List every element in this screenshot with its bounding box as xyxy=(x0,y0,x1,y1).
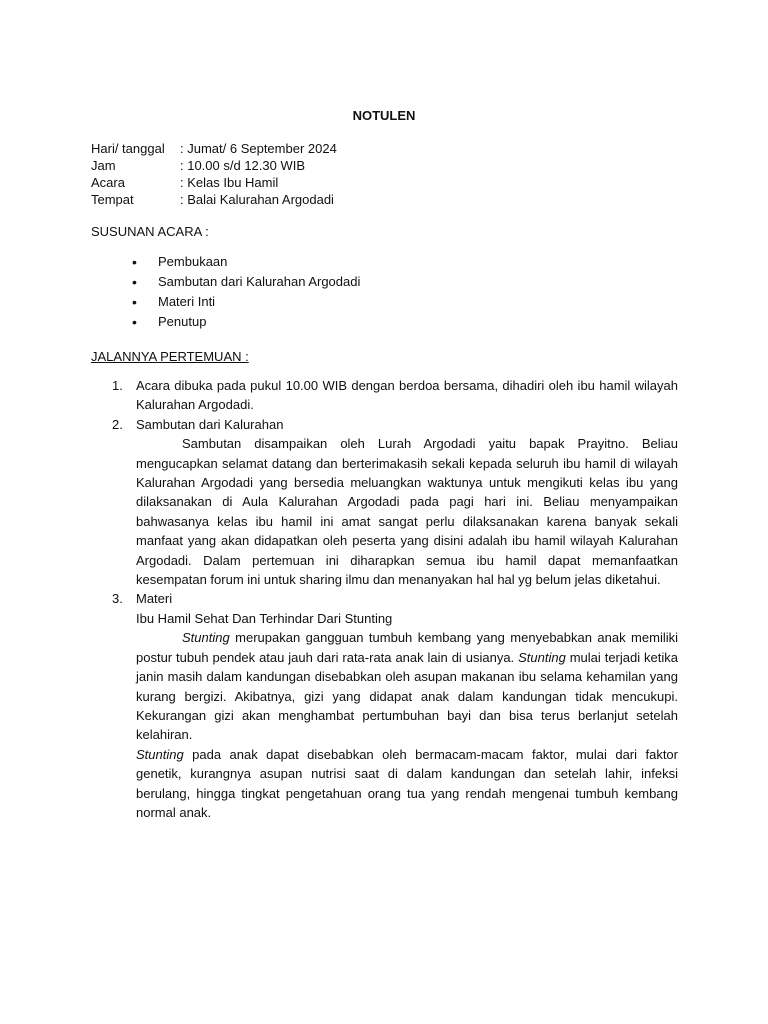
agenda-item-label: Penutup xyxy=(158,314,207,329)
step-number: 3. xyxy=(112,591,123,607)
list-item xyxy=(132,252,360,272)
info-row-date xyxy=(91,140,491,157)
info-row-place xyxy=(91,191,491,208)
meeting-info xyxy=(91,140,491,208)
welcome-speech-paragraph: Sambutan disampaikan oleh Lurah Argodadi yaitu bapak Prayitno. Beliau mengucapkan selamat datang dan berterimakasih sekali kepada seluruh ibu hamil di wilayah Kalurahan Argodadi yang bersedia meluangkan waktunya untuk mengikuti kelas ibu yang dilaksanakan di Aula Kalurahan Argodadi pada pagi hari ini. Beliau menyampaikan bahwasanya kelas ibu hamil ini amat sangat perlu dilaksanakan karena banyak sekali manfaat yang akan didapatkan oleh peserta yang disini adalah ibu hamil wilayah Kalurahan Argodadi. Dalam pertemuan ini diharapkan semua ibu hamil dapat memanfaatkan kesempatan forum ini untuk sharing ilmu dan menanyakan hal hal yg belum jelas diketahui. xyxy=(136,436,678,588)
step-title: Materi xyxy=(136,591,173,607)
info-value: : Jumat/ 6 September 2024 xyxy=(180,141,337,156)
proceedings-heading: JALANNYA PERTEMUAN : xyxy=(91,349,249,364)
agenda-heading: SUSUNAN ACARA : xyxy=(91,224,209,239)
proceedings-list xyxy=(112,376,678,822)
paragraph-text: merupakan gangguan tumbuh kembang yang menyebabkan anak memiliki postur tubuh pendek atau jauh dari rata-rata anak lain di usianya. xyxy=(136,630,678,665)
list-item xyxy=(132,312,360,332)
bullet-icon: • xyxy=(132,274,137,290)
info-label: Hari/ tanggal xyxy=(91,141,165,156)
step-number: 1. xyxy=(112,378,123,393)
info-row-event xyxy=(91,174,491,191)
bullet-icon: • xyxy=(132,294,137,310)
proceedings-step-2 xyxy=(112,415,678,590)
info-value: : 10.00 s/d 12.30 WIB xyxy=(180,158,306,173)
step-number: 2. xyxy=(112,416,123,432)
info-row-time xyxy=(91,157,491,174)
step-title: Sambutan dari Kalurahan xyxy=(136,416,284,432)
info-label: Jam xyxy=(91,158,116,173)
proceedings-step-1 xyxy=(112,376,678,415)
agenda-list xyxy=(132,252,360,332)
stunting-term: Stunting xyxy=(136,746,184,762)
material-subtitle: Ibu Hamil Sehat Dan Terhindar Dari Stunting xyxy=(136,610,393,626)
stunting-paragraph-2 xyxy=(136,745,678,823)
info-value: : Balai Kalurahan Argodadi xyxy=(180,192,334,207)
agenda-item-label: Sambutan dari Kalurahan Argodadi xyxy=(158,274,361,289)
stunting-paragraph-1 xyxy=(136,628,678,744)
paragraph-text: mulai terjadi ketika janin masih dalam kandungan disebabkan oleh asupan makanan ibu selama kehamilan yang kurang bergizi. Akibatnya, gizi yang didapat anak dalam kandungan tidak mencukupi. Kekurangan gizi akan menghambat pertumbuhan bayi dan bisa terus berlanjut setelah kelahiran. xyxy=(136,649,678,743)
bullet-icon: • xyxy=(132,254,137,270)
info-label: Tempat xyxy=(91,192,134,207)
step-text: Acara dibuka pada pukul 10.00 WIB dengan berdoa bersama, dihadiri oleh ibu hamil wilayah Kalurahan Argodadi. xyxy=(136,378,678,413)
stunting-term: Stunting xyxy=(518,649,566,665)
info-label: Acara xyxy=(91,175,125,190)
bullet-icon: • xyxy=(132,314,137,330)
proceedings-step-3 xyxy=(112,589,678,822)
info-value: : Kelas Ibu Hamil xyxy=(180,175,279,190)
list-item xyxy=(132,292,360,312)
agenda-item-label: Pembukaan xyxy=(158,254,228,269)
stunting-term: Stunting xyxy=(182,630,230,646)
document-title: NOTULEN xyxy=(352,108,416,123)
agenda-item-label: Materi Inti xyxy=(158,294,216,309)
list-item xyxy=(132,272,360,292)
paragraph-text: pada anak dapat disebabkan oleh bermacam-macam faktor, mulai dari faktor genetik, kurangnya asupan nutrisi saat di dalam kandungan dan setelah lahir, infeksi berulang, hingga tingkat pengetahuan orang tua yang rendah mengenai tumbuh kembang normal anak. xyxy=(136,746,678,820)
